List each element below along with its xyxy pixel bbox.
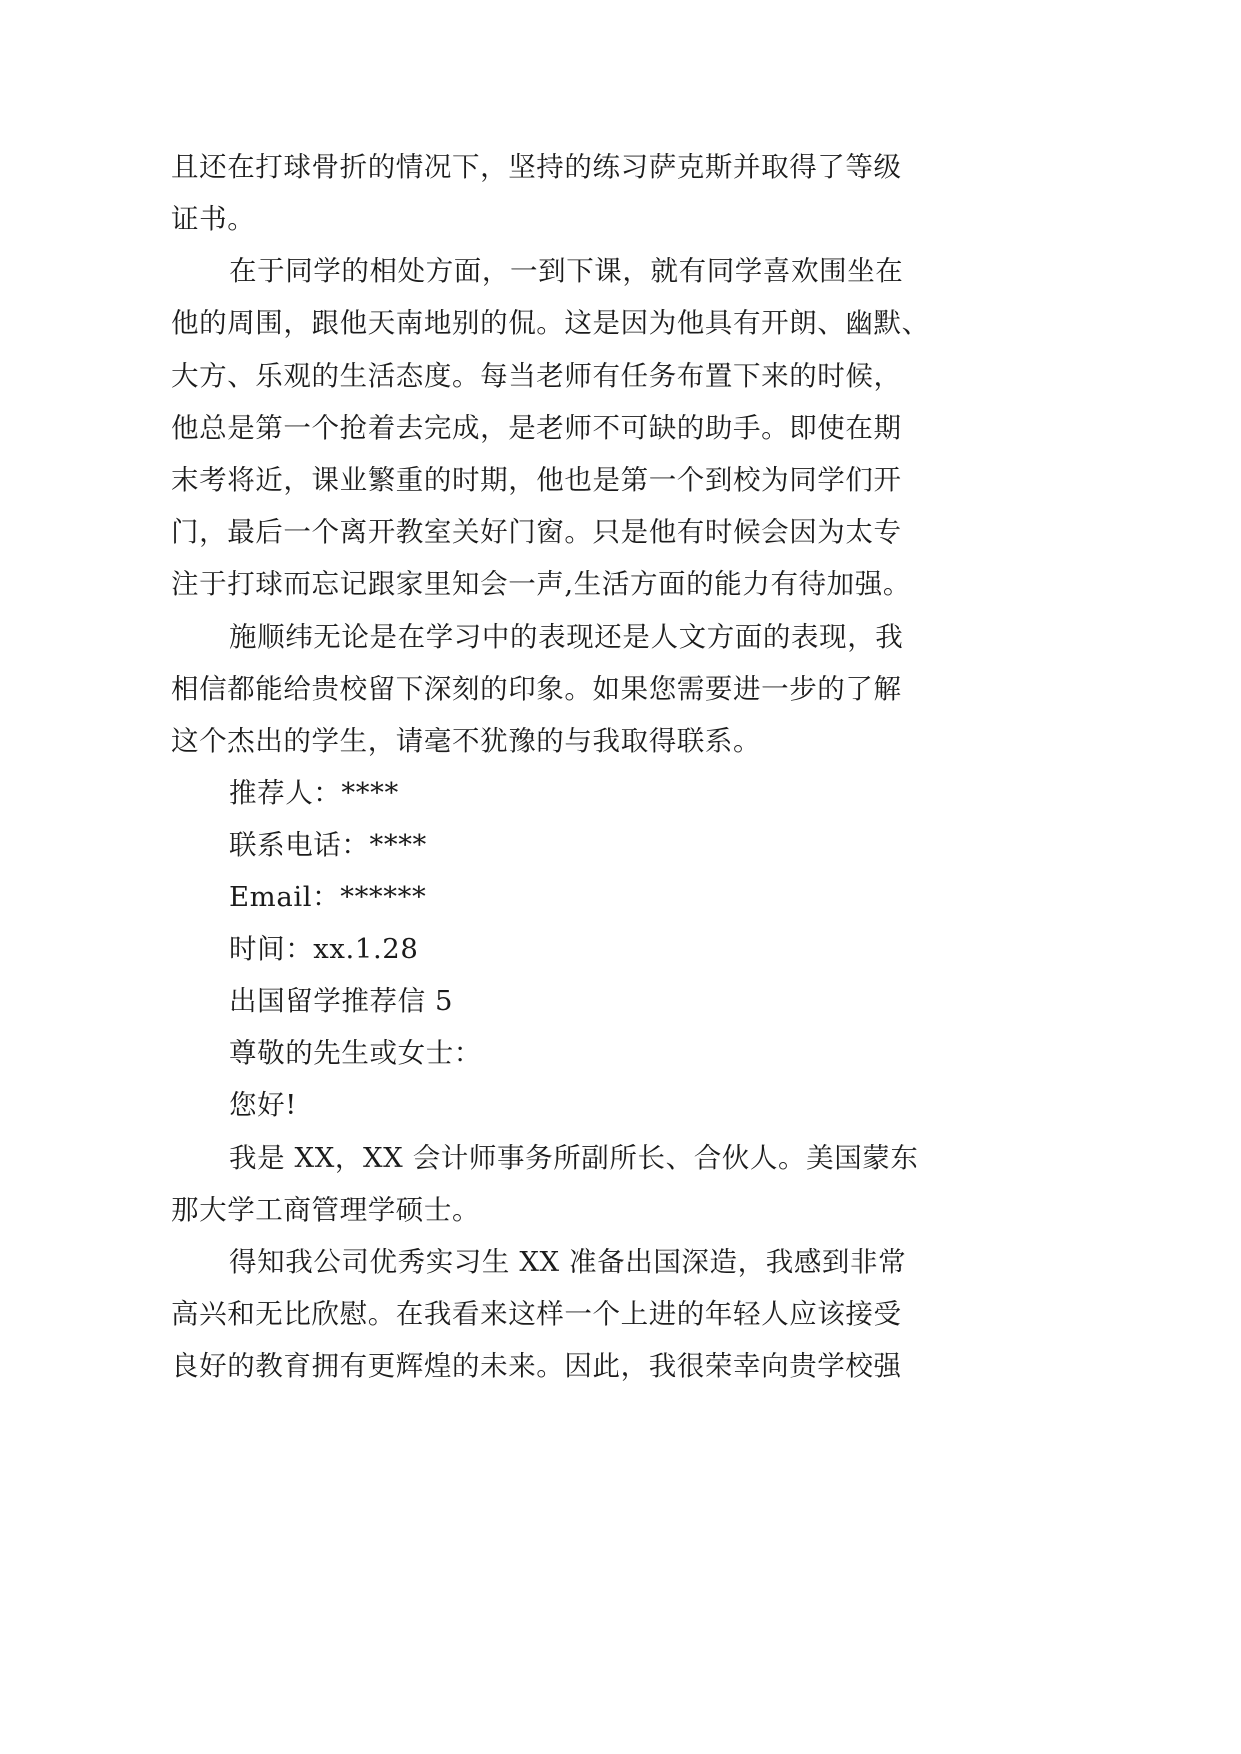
paragraph-line: 证书。: [171, 203, 256, 235]
paragraph-line: 大方、乐观的生活态度。每当老师有任务布置下来的时候，: [171, 360, 902, 392]
paragraph-line: 注于打球而忘记跟家里知会一声,生活方面的能力有待加强。: [171, 568, 911, 600]
recommender-line: 推荐人：****: [229, 777, 399, 809]
paragraph-line: 末考将近，课业繁重的时期，他也是第一个到校为同学们开: [171, 464, 902, 496]
paragraph-line: 良好的教育拥有更辉煌的未来。因此，我很荣幸向贵学校强: [171, 1350, 902, 1382]
salutation: 尊敬的先生或女士：: [229, 1037, 482, 1069]
letter-heading: 出国留学推荐信 5: [229, 985, 454, 1017]
paragraph-line: 门，最后一个离开教室关好门窗。只是他有时候会因为太专: [171, 516, 902, 548]
date-line: 时间：xx.1.28: [229, 933, 419, 965]
paragraph-line: 他的周围，跟他天南地别的侃。这是因为他具有开朗、幽默、: [171, 307, 930, 339]
greeting: 您好!: [229, 1089, 297, 1121]
paragraph-line: 那大学工商管理学硕士。: [171, 1194, 481, 1226]
email-line: Email：******: [229, 881, 427, 913]
paragraph-line: 他总是第一个抢着去完成，是老师不可缺的助手。即使在期: [171, 412, 902, 444]
paragraph-line: 施顺纬无论是在学习中的表现还是人文方面的表现，我: [229, 621, 904, 653]
paragraph-line: 在于同学的相处方面，一到下课，就有同学喜欢围坐在: [229, 255, 904, 287]
paragraph-line: 得知我公司优秀实习生 XX 准备出国深造，我感到非常: [229, 1246, 907, 1278]
paragraph-line: 相信都能给贵校留下深刻的印象。如果您需要进一步的了解: [171, 673, 902, 705]
paragraph-line: 我是 XX，XX 会计师事务所副所长、合伙人。美国蒙东: [229, 1142, 919, 1174]
paragraph-line: 这个杰出的学生，请毫不犹豫的与我取得联系。: [171, 725, 762, 757]
paragraph-line: 且还在打球骨折的情况下，坚持的练习萨克斯并取得了等级: [171, 151, 902, 183]
phone-line: 联系电话：****: [229, 829, 427, 861]
paragraph-line: 高兴和无比欣慰。在我看来这样一个上进的年轻人应该接受: [171, 1298, 902, 1330]
